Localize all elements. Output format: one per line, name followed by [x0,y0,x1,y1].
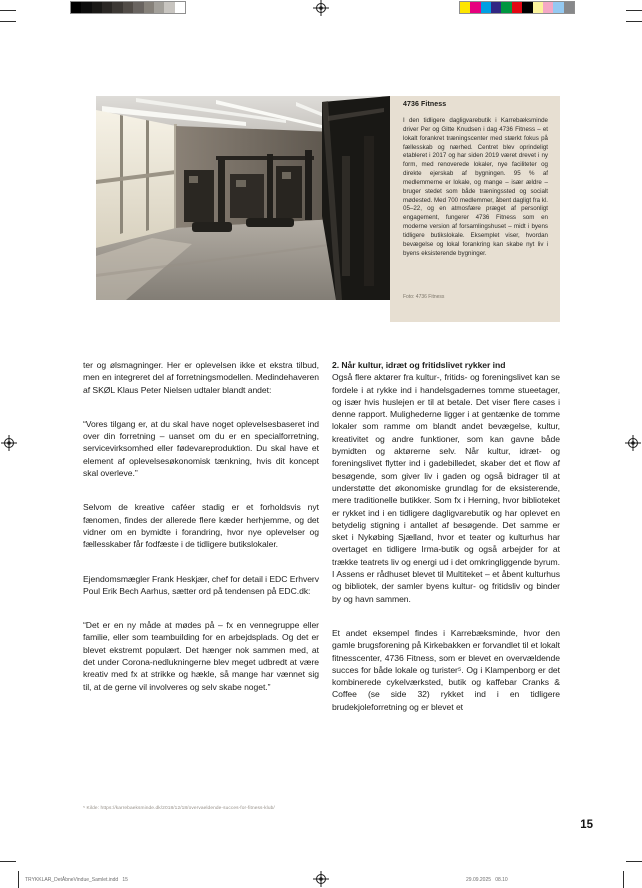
article-columns [83,359,560,735]
gym-photo [96,96,390,300]
color-swatch [543,2,553,13]
paragraph: Et andet eksempel findes i Karrebæksminde, hvor den gamle brugsforening på Kirkebakken er forvandlet til et lokalt fitnesscenter, 4736 Fitness, som er blevet en overvældende succes for både lokale og turister⁵. Og i Klampenborg er det kombinerede cykelværksted, butik og kaffebar Cranks & Coffee (se side 32) rykket ind i en tidligere brudekjoleforretning og er blevet et [332,627,560,712]
crop-mark [18,871,19,888]
color-swatch [144,2,154,13]
feature-box-title: 4736 Fitness [403,101,447,108]
right-column-paragraphs [332,371,560,713]
page-number: 15 [580,819,593,831]
color-swatch [512,2,522,13]
color-swatch [164,2,174,13]
color-swatch [92,2,102,13]
paragraph: “Vores tilgang er, at du skal have noget oplevelsesbaseret ind over din forretning – uanset om du er en specialforretning, servicevirksomhed eller fødevareproduktion. Du skal have et element af oplevelsesøkonomisk tænkning, hvis dit koncept skal overleve.” [83,418,319,479]
paragraph: “Det er en ny måde at mødes på – fx en vennegruppe eller familie, eller som teambuilding for en arbejdsplads. Og det er blevet ekstremt populært. Det hænger nok sammen med, at det under Corona-nedlukningerne blev meget udbredt at være kreativ med fx at strikke og hækle, så mange har vænnet sig til, at de gerne vil involveres og selv skabe noget.” [83,620,319,692]
gym-photo-illustration [96,96,390,300]
feature-box-body: I den tidligere dagligvarebutik i Karrebæksminde driver Per og Gitte Knudsen i dag 4736 Fitness – et lokalt forankret træningscenter med stærkt fokus på fællesskab og nærhed. Centret blev oprindeligt etableret i 2017 og har siden 2019 været drevet i ny form, med renoverede lokaler, nye faciliteter og direkte ejerskab af bygningen. 95 % af medlemmerne er lokale, og mange – især ældre – bruger stedet som både træningssted og socialt mødested. Med 700 medlemmer, åbent dagligt fra kl. 05–22, og en atmosfære præget af personligt engagement, fungerer 4736 Fitness som en moderne version af forsamlingshuset – midt i byens tidligere butikslokale. Eksemplet viser, hvordan bevægelse og lokal forankring kan skabe nyt liv i byens eksisterende bygninger. [403,117,548,257]
registration-mark-icon [1,435,17,451]
feature-box [390,96,560,322]
crop-mark [626,861,642,862]
crop-mark [623,871,624,888]
color-swatch [123,2,133,13]
crop-mark [0,10,16,11]
photo-credit: Foto: 4736 Fitness [403,294,445,300]
paragraph: Ejendomsmægler Frank Heskjær, chef for detail i EDC Erhverv Poul Erik Bech Aarhus, sætter ord på tendensen på EDC.dk: [83,573,319,596]
section-heading: 2. Når kultur, idræt og fritidslivet rykker ind [332,360,506,370]
color-swatch [481,2,491,13]
print-timestamp: 29.09.2025 08.10 [466,877,508,883]
crop-mark [0,861,16,862]
grayscale-calibration-bar [70,1,186,14]
color-swatch [154,2,164,13]
registration-mark-icon [313,0,329,16]
crop-mark [0,21,16,22]
color-swatch [501,2,511,13]
color-swatch [102,2,112,13]
left-column [83,359,319,735]
color-swatch [81,2,91,13]
color-swatch [112,2,122,13]
crop-mark [626,10,642,11]
registration-mark-icon [313,871,329,887]
color-swatch [553,2,563,13]
paragraph: ter og ølsmagninger. Her er oplevelsen ikke et ekstra tilbud, men en integreret del af forretningsmodellen. Medindehaveren af SKØL Klaus Peter Nielsen udtaler blandt andet: [83,360,319,395]
color-swatch [175,2,185,13]
cmyk-color-bar [459,1,575,14]
file-slug: TRYKKLAR_DetÅbneVindue_Samlet.indd 15 [25,877,128,883]
color-swatch [470,2,480,13]
color-swatch [522,2,532,13]
color-swatch [71,2,81,13]
registration-mark-icon [625,435,641,451]
color-swatch [564,2,574,13]
crop-mark [626,21,642,22]
color-swatch [533,2,543,13]
color-swatch [133,2,143,13]
color-swatch [491,2,501,13]
right-column [332,359,560,735]
color-swatch [460,2,470,13]
paragraph: Også flere aktører fra kultur-, fritids- og foreningslivet kan se fordele i at rykke ind i handelsgadernes tomme stueetager, og især hvis huslejen er til at betale. Det viser flere cases i denne rapport. Mulighederne ligger i at gentænke de tomme lokaler som ramme om blandt andet bevægelse, kultur, kreativitet og andre funktioner, som kan gavne både bymidten og aktørerne selv. Når kultur, idræt- og foreningslivet flytter ind i gadebilledet, skaber det et flow af besøgende, som giver liv i gaden og også bidrager til at understøtte det økonomiske grundlag for de eksisterende, mere traditionelle butikker. Som fx i Herning, hvor biblioteket er rykket ind i en tidligere dagligvarebutik og har oplevet en betydelig stigning i antallet af besøgende. Det samme er sket i Nykøbing Sjælland, hvor et teater og kulturhus har overtaget en tidligere Irma-butik og også arbejder for at trække teatrets liv og energi ud i det omkringliggende byrum. I Assens er rådhuset blevet til Multiteket – et åbent kulturhus og bibliotek, der samler byens kultur- og fritidsliv og binder by og havn sammen. [332,372,560,604]
paragraph: Selvom de kreative caféer stadig er et forholdsvis nyt fænomen, findes der allerede flere kæder herhjemme, og det vidner om en bymidte i forandring, hvor nye oplevelser og fællesskaber får fodfæste i de tidligere butikslokaler. [83,502,319,550]
footnote: ⁵ Kilde: https://karrebaeksminde.dk/2018/12/18/overvaeldende-succes-for-fitness-klub/ [83,806,275,811]
